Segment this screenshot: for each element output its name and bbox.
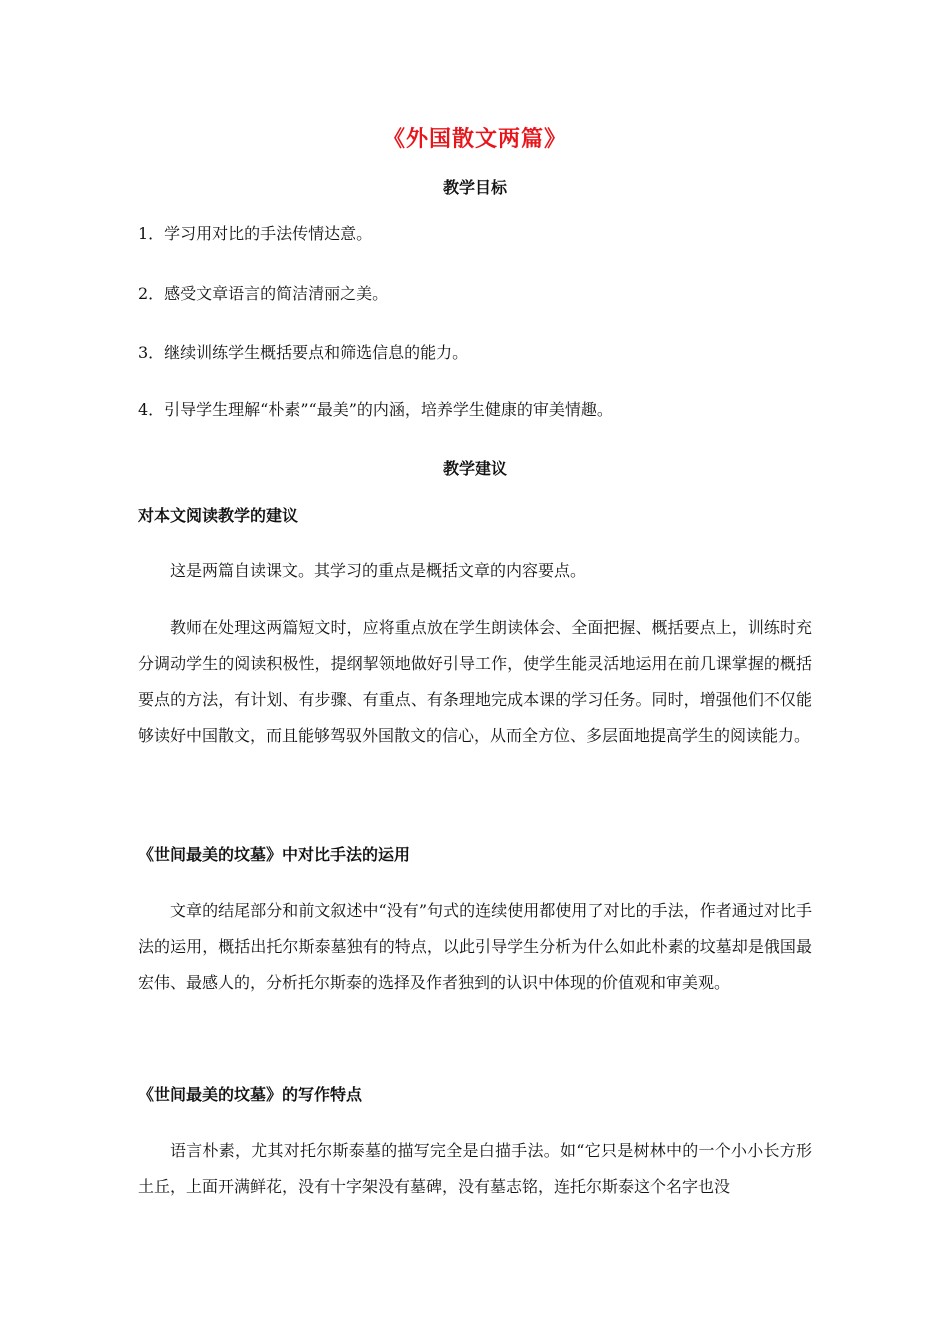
- document-title: 《外国散文两篇》: [382, 126, 567, 152]
- objective-item-4: 4．引导学生理解“朴素”“最美”的内涵，培养学生健康的审美情趣。: [138, 400, 613, 419]
- objective-item-1: 1．学习用对比的手法传情达意。: [138, 224, 373, 243]
- objective-item-2: 2．感受文章语言的简洁清丽之美。: [138, 284, 389, 303]
- contrast-heading: 《世间最美的坟墓》中对比手法的运用: [138, 845, 411, 864]
- objectives-heading: 教学目标: [442, 178, 507, 197]
- contrast-paragraph: 文章的结尾部分和前文叙述中“没有”句式的连续使用都使用了对比的手法，作者通过对比手法的运用，概括出托尔斯泰墓独有的特点，以此引导学生分析为什么如此朴素的坟墓却是俄国最宏伟、最感人的，分析托尔斯泰的选择及作者独到的认识中体现的价值观和审美观。: [138, 901, 812, 992]
- reading-paragraph-1: 这是两篇自读课文。其学习的重点是概括文章的内容要点。: [170, 561, 587, 580]
- features-paragraph: 语言朴素，尤其对托尔斯泰墓的描写完全是白描手法。如“它只是树林中的一个小小长方形土丘，上面开满鲜花，没有十字架没有墓碑，没有墓志铭，连托尔斯泰这个名字也没: [138, 1141, 812, 1196]
- features-heading: 《世间最美的坟墓》的写作特点: [138, 1085, 363, 1104]
- reading-paragraph-2: 教师在处理这两篇短文时，应将重点放在学生朗读体会、全面把握、概括要点上，训练时充分调动学生的阅读积极性，提纲挈领地做好引导工作，使学生能灵活地运用在前几课掌握的概括要点的方法，有计划、有步骤、有重点、有条理地完成本课的学习任务。同时，增强他们不仅能够读好中国散文，而且能够驾驭外国散文的信心，从而全方位、多层面地提高学生的阅读能力。: [138, 618, 812, 745]
- reading-suggestion-heading: 对本文阅读教学的建议: [138, 506, 299, 525]
- objective-item-3: 3．继续训练学生概括要点和筛选信息的能力。: [138, 343, 469, 362]
- suggestions-heading: 教学建议: [442, 459, 507, 478]
